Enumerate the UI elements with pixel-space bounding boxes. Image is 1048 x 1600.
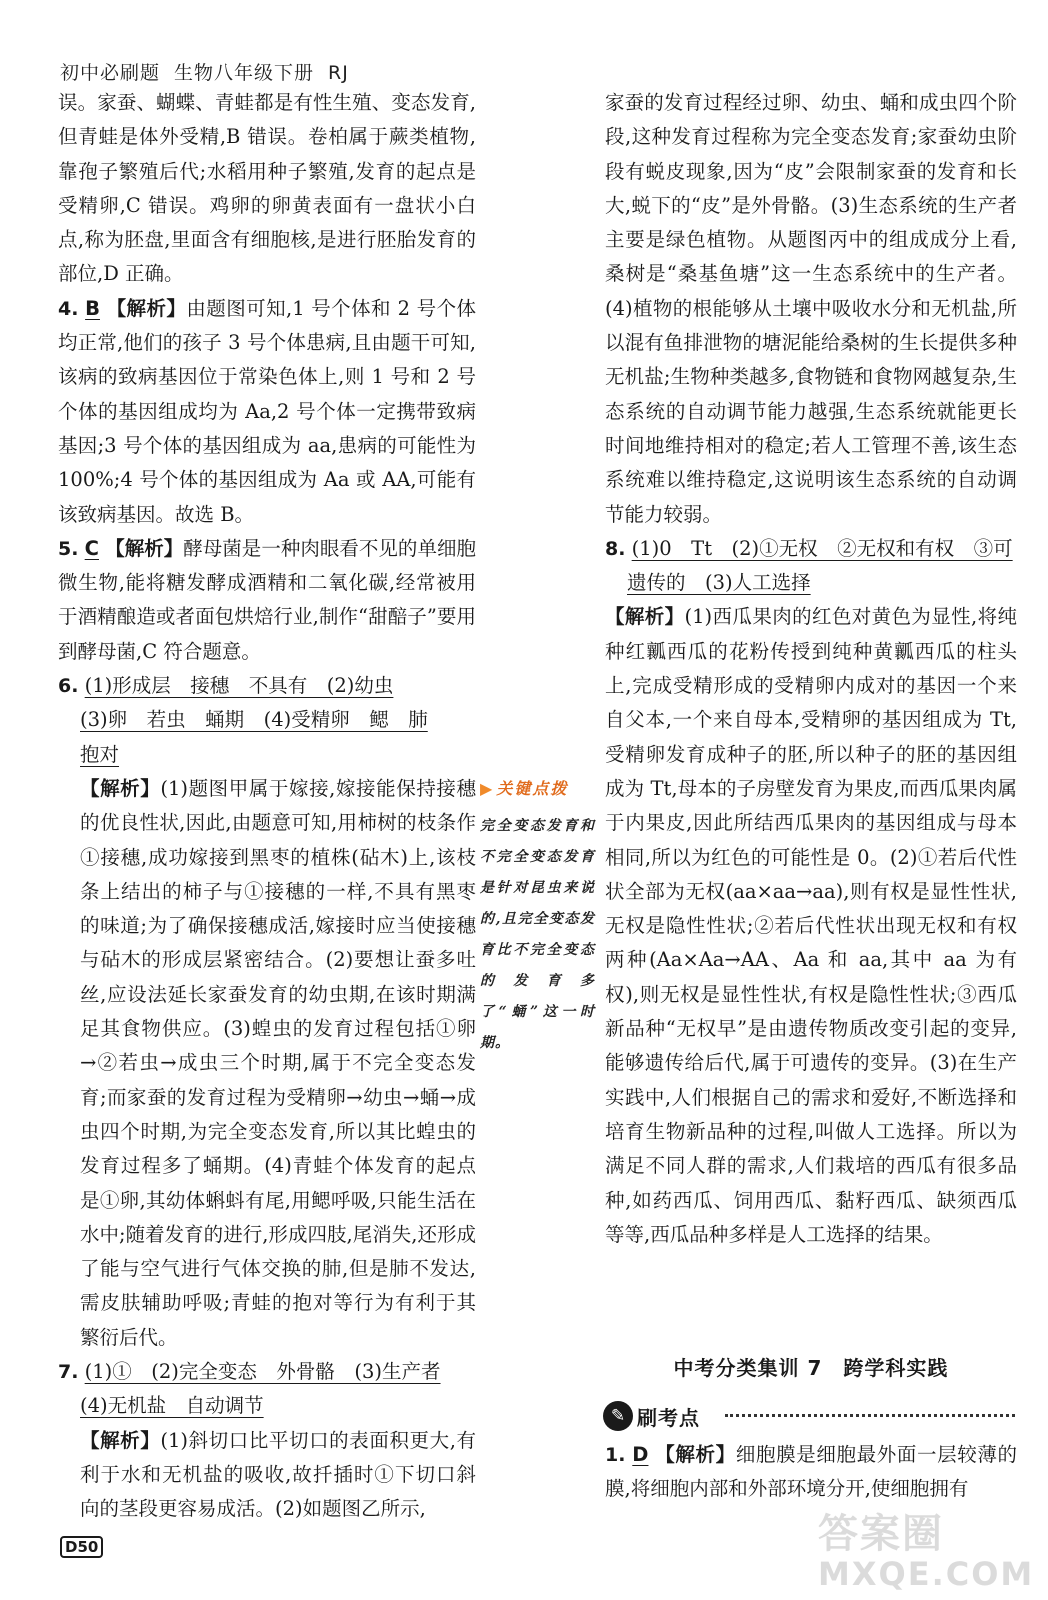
question-6 <box>58 669 476 1355</box>
question-1 <box>605 1438 1017 1507</box>
question-7-continued: 家蚕的发育过程经过卵、幼虫、蛹和成虫四个阶段,这种发育过程称为完全变态发育;家蚕幼虫阶段有蜕皮现象,因为“皮”会限制家蚕的发育和长大,蜕下的“皮”是外骨骼。(3)生态系统的生产者主要是绿色植物。从题图丙中的组成成分上看,桑树是“桑基鱼塘”这一生态系统中的生产者。(4)植物的根能够从土壤中吸收水分和无机盐,所以混有鱼排泄物的塘泥能给桑树的生长提供多种无机盐;生物种类越多,食物链和食物网越复杂,生态系统的自动调节能力越强,生态系统就能更长时间地维持相对的稳定;若人工管理不善,该生态系统难以维持稳定,这说明该生态系统的自动调节能力较弱。 <box>605 91 1017 526</box>
dotted-divider <box>725 1414 1015 1417</box>
site-watermark <box>818 1502 1035 1594</box>
analysis-tag: 【解析】 <box>605 605 685 629</box>
triangle-marker-icon: ▶ <box>480 779 495 798</box>
analysis-text: 由题图可知,1 号个体和 2 号个体均正常,他们的孩子 3 号个体患病,且由题干可知,该病的致病基因位于常染色体上,则 1 号和 2 号个体的基因组成均为 Aa,2 号个体一定携带致病基因;3 号个体的基因组成为 aa,患病的可能性为 100%;4 号个体的基因组成为 Aa 或 AA,可能有该致病基因。故选 B。 <box>58 296 476 526</box>
analysis-text: 细胞膜是细胞最外面一层较薄的膜,将细胞内部和外部环境分开,使细胞拥有 <box>605 1443 1017 1501</box>
series-name: 初中必刷题 <box>60 62 161 84</box>
answer-line: (1)形成层 接穗 不具有 (2)幼虫 <box>84 674 394 698</box>
watermark-text-top: 答案圈 <box>818 1511 944 1557</box>
question-4 <box>58 292 476 532</box>
left-column <box>58 86 476 1526</box>
answer-line: 遗传的 (3)人工选择 <box>627 571 811 595</box>
answer-line: (3)卵 若虫 蛹期 (4)受精卵 鳃 肺 <box>80 708 428 732</box>
question-5 <box>58 532 476 669</box>
answer-letter: C <box>84 536 99 560</box>
analysis-tag: 【解析】 <box>80 776 161 800</box>
watermark-text-bottom: MXQE.COM <box>818 1555 1035 1593</box>
question-number: 4. <box>58 297 79 320</box>
answer-line: 抱对 <box>80 742 120 766</box>
analysis-tag: 【解析】 <box>106 296 187 320</box>
sidebar-body: 完全变态发育和不完全变态发育是针对昆虫来说的,且完全变态发育比不完全变态的发育多了“蛹”这一时期。 <box>480 818 595 1051</box>
exam-point-badge <box>603 1400 700 1432</box>
analysis-text: (1)西瓜果肉的红色对黄色为显性,将纯种红瓤西瓜的花粉传授到纯种黄瓤西瓜的柱头上,完成受精形成的受精卵内成对的基因一个来自父本,一个来自母本,受精卵的基因组成为 Tt,受精卵发育成种子的胚,所以种子的胚的基因组成为 Tt,母本的子房壁发育为果皮,而西瓜果肉属于内果皮,因此所结西瓜果肉的基因组成与母本相同,所以为红色的可能性是 0。(2)①若后代性状全部为无权(aa×aa→aa),则有权是显性性状,无权是隐性性状;②若后代性状出现无权和有权两种(Aa×Aa→AA、Aa 和 aa,其中 aa 为有权),则无权是显性性状,有权是隐性性状;③西瓜新品种“无权早”是由遗传物质改变引起的变异,能够遗传给后代,属于可遗传的变异。(3)在生产实践中,人们根据自己的需求和爱好,不断选择和培育生物新品种的过程,叫做人工选择。所以为满足不同人群的需求,人们栽培的西瓜有很多品种,如药西瓜、饲用西瓜、黏籽西瓜、缺须西瓜等等,西瓜品种多样是人工选择的结果。 <box>605 605 1017 1246</box>
right-column <box>605 86 1017 1252</box>
sidebar-title: 关键点拨 <box>496 779 569 798</box>
question-number: 6. <box>58 675 79 698</box>
section-title: 中考分类集训 7 跨学科实践 <box>673 1356 949 1380</box>
question-number: 8. <box>605 537 626 560</box>
analysis-tag: 【解析】 <box>655 1443 736 1466</box>
answer-letter: D <box>632 1443 649 1466</box>
analysis-text: (1)题图甲属于嫁接,嫁接能保持接穗的优良性状,因此,由题意可知,用柿树的枝条作①接穗,成功嫁接到黑枣的植株(砧木)上,该枝条上结出的柿子与①接穗的一样,不具有黑枣的味道;为了确保接穗成活,嫁接时应当使接穗与砧木的形成层紧密结合。(2)要想让蚕多吐丝,应设法延长家蚕发育的幼虫期,在该时期满足其食物供应。(3)蝗虫的发育过程包括①卵→②若虫→成虫三个时期,属于不完全变态发育;而家蚕的发育过程为受精卵→幼虫→蛹→成虫四个时期,为完全变态发育,所以其比蝗虫的发育过程多了蛹期。(4)青蛙个体发育的起点是①卵,其幼体蝌蚪有尾,用鳃呼吸,只能生活在水中;随着发育的进行,形成四肢,尾消失,还形成了能与空气进行气体交换的肺,但是肺不发达,需皮肤辅助呼吸;青蛙的抱对等行为有利于其繁衍后代。 <box>80 776 476 1349</box>
answer-line: (1)0 Tt (2)①无权 ②无权和有权 ③可 <box>631 536 1013 560</box>
intro-paragraph: 误。家蚕、蝴蝶、青蛙都是有性生殖、变态发育,但青蛙是体外受精,B 错误。卷柏属于蕨类植物,靠孢子繁殖后代;水稻用种子繁殖,发育的起点是受精卵,C 错误。鸡卵的卵黄表面有一盘状小白点,称为胚盘,里面含有细胞核,是进行胚胎发育的部位,D 正确。 <box>58 91 476 286</box>
question-number: 5. <box>58 537 79 560</box>
edition-code: RJ <box>328 62 349 84</box>
answer-line: (1)① (2)完全变态 外骨骼 (3)生产者 <box>84 1359 441 1383</box>
page-number: D50 <box>60 1536 103 1558</box>
pencil-icon: ✎ <box>603 1401 633 1431</box>
analysis-text: (1)斜切口比平切口的表面积更大,有利于水和无机盐的吸收,故扦插时①下切口斜向的茎段更容易成活。(2)如题图乙所示, <box>80 1428 476 1521</box>
subject-name: 生物八年级下册 <box>174 62 315 84</box>
badge-label: 刷考点 <box>637 1405 700 1430</box>
answer-line: (4)无机盐 自动调节 <box>80 1394 264 1418</box>
analysis-tag: 【解析】 <box>80 1428 161 1452</box>
analysis-tag: 【解析】 <box>105 536 184 560</box>
question-number: 1. <box>605 1444 626 1466</box>
key-tip-sidebar <box>480 776 595 1059</box>
answer-letter: B <box>85 296 100 320</box>
question-7 <box>58 1355 476 1526</box>
question-8 <box>605 532 1017 1252</box>
running-header <box>60 58 349 85</box>
question-number: 7. <box>58 1360 79 1383</box>
analysis-text: 酵母菌是一种肉眼看不见的单细胞微生物,能将糖发酵成酒精和二氧化碳,经常被用于酒精酿造或者面包烘焙行业,制作“甜醅子”要用到酵母菌,C 符合题意。 <box>58 536 476 663</box>
